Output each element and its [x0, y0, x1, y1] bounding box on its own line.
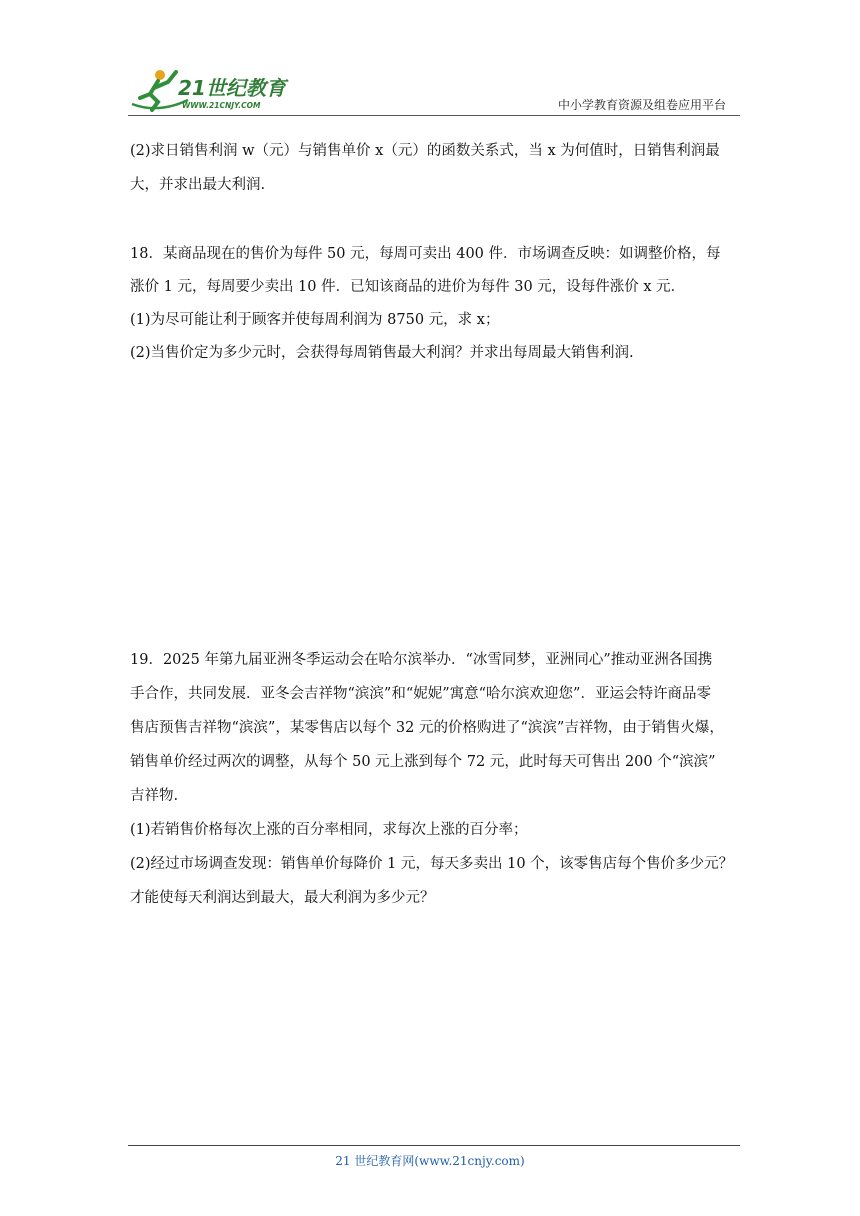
- q19-line5: 吉祥物.: [130, 788, 179, 804]
- q19-part2-line2: 才能使每天利润达到最大，最大利润为多少元？: [130, 890, 435, 906]
- q19-line4: 销售单价经过两次的调整，从每个 50 元上涨到每个 72 元，此时每天可售出 200 个“滨滨”: [130, 754, 716, 770]
- footer-divider: [128, 1145, 740, 1146]
- q17-part2-line2: 大，并求出最大利润.: [130, 177, 266, 193]
- q18-line2: 涨价 1 元，每周要少卖出 10 件．已知该商品的进价为每件 30 元，设每件涨价 x 元．: [130, 279, 686, 295]
- footer-link[interactable]: 21 世纪教育网(www.21cnjy.com): [335, 1154, 525, 1168]
- q18-part1: (1)为尽可能让利于顾客并使每周利润为 8750 元，求 x；: [130, 312, 500, 328]
- q19-line2: 手合作，共同发展．亚冬会吉祥物“滨滨”和“妮妮”寓意“哈尔滨欢迎您”．亚运会特许商品零: [130, 686, 711, 702]
- q19-part2-line1: (2)经过市场调查发现：销售单价每降价 1 元，每天多卖出 10 个，该零售店每个售价多少元？: [130, 856, 734, 872]
- q19-line1: 19．2025 年第九届亚洲冬季运动会在哈尔滨举办．“冰雪同梦，亚洲同心”推动亚洲各国携: [130, 652, 713, 668]
- header-divider: [128, 115, 740, 116]
- page-header: [128, 64, 740, 116]
- q17-part2-line1: (2)求日销售利润 w（元）与销售单价 x（元）的函数关系式，当 x 为何值时，日销售利润最: [130, 143, 720, 159]
- q18-part2: (2)当售价定为多少元时，会获得每周销售最大利润？并求出每周最大销售利润.: [130, 345, 634, 361]
- q19-part1: (1)若销售价格每次上涨的百分率相同，求每次上涨的百分率；: [130, 822, 528, 838]
- platform-name: 中小学教育资源及组卷应用平台: [557, 98, 726, 112]
- q18-line1: 18．某商品现在的售价为每件 50 元，每周可卖出 400 件．市场调查反映：如调整价格，每: [130, 246, 721, 262]
- q19-line3: 售店预售吉祥物“滨滨”，某零售店以每个 32 元的价格购进了“滨滨”吉祥物，由于销售火爆，: [130, 720, 724, 736]
- logo-wordmark: 21世纪教育: [178, 76, 286, 100]
- site-logo: [128, 64, 298, 114]
- logo-url: WWW.21CNJY.COM: [182, 101, 261, 110]
